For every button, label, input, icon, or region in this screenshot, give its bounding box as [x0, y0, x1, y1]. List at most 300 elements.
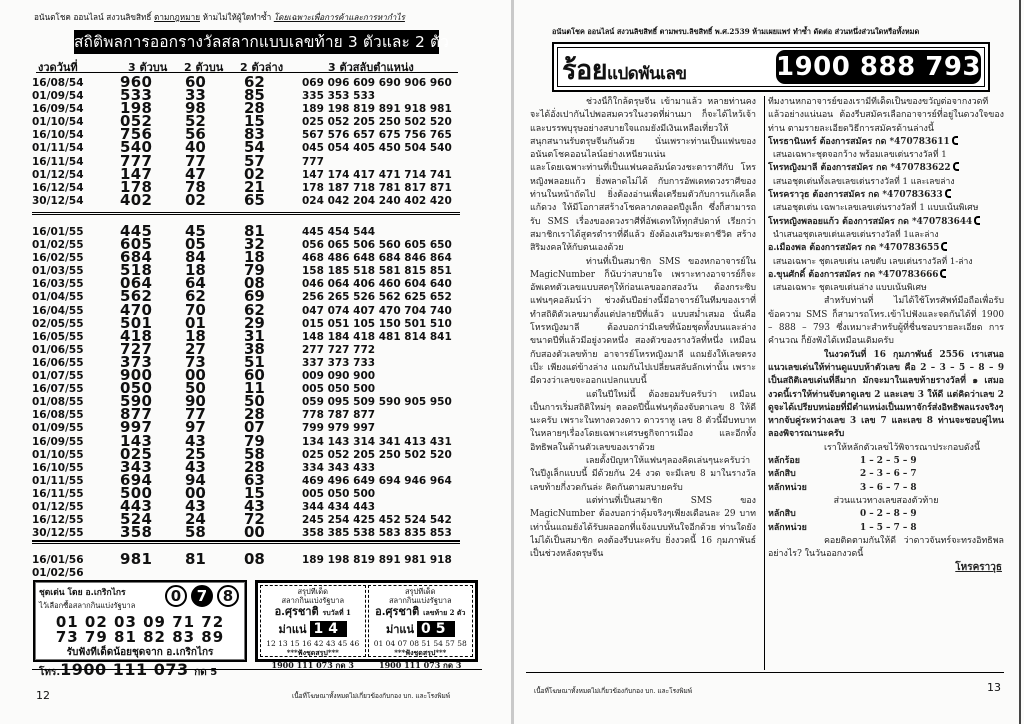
top3-value: 443 [120, 496, 153, 515]
bottom2-value: 69 [244, 287, 265, 306]
phone-icon [941, 242, 947, 251]
top2-value: 97 [185, 418, 206, 437]
bottom2-value: 15 [244, 483, 265, 502]
sms-description: เสนอชุดเด่นทั้งเลขเลขเด่นรางวัลที่ 1 และเลขล่าง [773, 176, 955, 187]
top3-value: 445 [120, 222, 153, 240]
top2-value: 43 [185, 496, 206, 515]
draw-date: 01/04/55 [32, 291, 84, 304]
phone-icon [952, 136, 958, 145]
phone-icon [940, 269, 946, 278]
teacher-name: อ.ศุรชาติ [375, 605, 420, 618]
draw-date: 01/08/55 [32, 396, 84, 409]
top3-value: 877 [120, 405, 153, 424]
top2-value: 78 [185, 177, 206, 196]
permutations: 337 373 733 [302, 356, 376, 369]
permutations: 334 343 433 [302, 461, 376, 474]
article-column-left [530, 96, 756, 668]
top3-value: 777 [120, 151, 153, 170]
permutations: 134 143 314 341 413 431 [302, 435, 452, 448]
digit-label: หลักสิบ [768, 509, 796, 520]
col-top2: 2 ตัวบน [184, 61, 224, 74]
bottom2-value: 08 [244, 274, 265, 293]
top3-value: 562 [120, 287, 153, 306]
ball: 0 [165, 585, 187, 607]
permutations: 015 051 105 150 501 510 [302, 317, 452, 330]
article-column-right [768, 96, 1004, 668]
digit-row [768, 508, 1004, 521]
bottom2-value: 85 [244, 86, 265, 105]
draw-date: 30/12/55 [32, 527, 84, 540]
banner-word-3: เลข [660, 64, 687, 84]
permutations: 024 042 204 240 402 420 [302, 194, 452, 207]
sms-code: อ.ขุนศักดิ์ ต้องการสมัคร กด *470783666 [768, 269, 939, 280]
top3-value: 900 [120, 366, 153, 385]
bottom2-value: 31 [244, 326, 265, 345]
permutations: 047 074 407 470 704 740 [302, 304, 452, 317]
permutations: 567 576 657 675 756 765 [302, 129, 452, 142]
top3-value: 064 [120, 274, 153, 293]
permutations: 277 727 772 [302, 343, 376, 356]
box-summary: ***ฟังชุดสรุป*** [394, 648, 447, 657]
top2-value: 25 [185, 444, 206, 463]
digit-label: หลักหน่วย [768, 482, 807, 493]
top3-value: 605 [120, 235, 153, 254]
top2-value: 58 [185, 523, 206, 542]
top2-value: 98 [185, 99, 206, 118]
phone-icon [974, 216, 980, 225]
draw-date: 16/11/54 [32, 155, 84, 168]
top2-value: 00 [185, 483, 206, 502]
draw-date: 16/01/56 [32, 554, 84, 566]
draw-date: 16/01/55 [32, 226, 84, 238]
ball: 7 [191, 585, 213, 607]
draw-date: 01/03/55 [32, 265, 84, 278]
permutations: 158 185 518 581 815 851 [302, 265, 452, 278]
banner-word-1: ร้อย [562, 55, 608, 86]
top2-value: 43 [185, 431, 206, 450]
draw-date: 01/12/54 [32, 168, 84, 181]
bottom2-value: 29 [244, 313, 265, 332]
permutations: 147 174 417 471 714 741 [302, 168, 452, 181]
top2-value: 45 [185, 222, 206, 240]
results-table-2555 [32, 222, 472, 542]
ad-krit-subtitle: รับฟังทีเด็ดน้อยชุดจาก อ.เกริกไกร [66, 647, 214, 658]
subscription-list [768, 136, 1004, 296]
bottom2-value: 62 [244, 300, 265, 319]
bottom2-value: 58 [244, 444, 265, 463]
top2-value: 52 [185, 112, 206, 131]
bottom2-value: 38 [244, 339, 265, 358]
draw-date: 01/07/55 [32, 370, 84, 383]
divider [32, 212, 460, 215]
sms-subscribe-line [768, 242, 1004, 255]
permutations: 148 184 418 481 814 841 [302, 330, 452, 343]
top2-value: 40 [185, 138, 206, 157]
draw-date: 01/09/55 [32, 422, 84, 435]
top2-value: 47 [185, 164, 206, 183]
paragraph: และโดยเฉพาะท่านที่เป็นแฟนคอลัมน์ดวงชะตาราศีกับ โหรหญิงพลอยแก้ว ยิ่งพลาดไม่ได้ กับการอัพเดทดวงราศีของท่านในหน้าถัดไป ยิ่งต้องอ่านเพื่อเตรียมตัวกับการแก้เคล็ดแก้ดวง ให้มีโอกาสสร้างโชคลาภตลอดปีงูเล็ก ซึ่งก็สามารถรับ SMS เรื่องของดวงราศีที่อัพเดทให้ทุกสัปดาห์ เรียกว่าสมาชิกเราได้สูตรตำราที่ดีแล้ว ยังต้องเสริมชะตาชีวิต สร้างสิริมงคลให้กับตนเองด้วย [530, 163, 756, 254]
top3-value: 540 [120, 138, 153, 157]
sms-description: นำเสนอชุดเลขเด่นเลขเด่นรางวัลที่ 1และล่าง [773, 229, 939, 240]
permutations: 178 187 718 781 817 871 [302, 181, 452, 194]
ad-krit-numbers-2: 73 79 81 82 83 89 [55, 628, 225, 646]
sms-subscribe-line [768, 162, 1004, 175]
sms-subscribe-line [768, 216, 1004, 229]
top2-value: 94 [185, 470, 206, 489]
paragraph: เราให้หลักตัวเลขไว้พิจารณาประกอบดังนี้ [824, 442, 981, 453]
digit-guide-3 [768, 455, 1004, 495]
box-tag: เลขท้าย 2 ตัว [423, 608, 466, 617]
permutations: 025 052 205 250 502 520 [302, 116, 452, 129]
box-list: 01 04 07 08 51 54 57 58 [373, 639, 467, 648]
top2-value: 81 [185, 550, 206, 568]
top2-value: 84 [185, 248, 206, 267]
bottom2-value: 57 [244, 151, 265, 170]
sms-code: โหรหญิงพลอยแก้ว ต้องการสมัคร กด *470783644 [768, 216, 973, 227]
digit-values: 1 – 5 – 7 – 8 [860, 522, 917, 533]
top3-value: 694 [120, 470, 153, 489]
box-pick [369, 620, 473, 638]
table-row [32, 190, 472, 209]
box-tag: รบวัลที่ 1 [322, 608, 351, 617]
bottom2-value: 02 [244, 164, 265, 183]
permutations: 009 090 900 [302, 370, 376, 383]
ball: 8 [217, 585, 239, 607]
table-header [36, 57, 458, 73]
notice-text-2: ห้ามไม่ให้ผู้ใดทำซ้ำ [200, 12, 274, 22]
left-page [0, 0, 511, 724]
draw-date: 16/09/54 [32, 103, 84, 116]
ad-surachat [255, 580, 478, 670]
pick-label: ม่าแน่ [278, 623, 307, 636]
divider [32, 540, 460, 544]
phone-icon [953, 162, 959, 171]
ad-krit [33, 580, 247, 679]
paragraph: ทีมงานหกอาจารย์ของเรามีทีเด็ดเป็นของขวัญต่อจากงวดที่แล้วอย่างแน่นอน ต้องรีบสมัครเลือกอาจารย์ที่อยู่ในดวงใจของท่าน ตามรายละเอียดวิธีการสมัครด้านล่างนี้ [768, 97, 1004, 134]
sms-description: เสนอเฉพาะชุดจอกว้าง พร้อมเลขเด่นรางวัลที่ 1 [773, 150, 947, 161]
results-table-2556 [32, 550, 472, 580]
top2-value: 27 [185, 339, 206, 358]
top2-value: 05 [185, 235, 206, 254]
bottom2-value: 72 [244, 510, 265, 529]
bottom2-value: 79 [244, 261, 265, 280]
footer-disclaimer: เนื้อที่โฆษณาทั้งหมดไม่เกี่ยวข้องกับกอง บก. และโรงพิมพ์ [292, 692, 451, 700]
ad-surachat-box-1 [260, 585, 366, 670]
draw-date: 16/08/55 [32, 409, 84, 422]
top3-value: 052 [120, 112, 153, 131]
top3-value: 756 [120, 125, 153, 144]
top3-value: 524 [120, 510, 153, 529]
digit-row [768, 455, 1004, 468]
sms-code: โหรคราวุธ ต้องการสมัคร กด *470783633 [768, 190, 943, 201]
ad-krit-line1: ชุดเด่น โดย อ.เกริกไกร [39, 588, 126, 598]
sms-description: เสนอเฉพาะ ชุดเลขเด่น เลขดับ เลขเด่นรางวัลที่ 1-ล่าง [773, 256, 973, 267]
teacher-name: อ.ศุรชาติ [274, 605, 319, 618]
bottom2-value: 60 [244, 366, 265, 385]
digit-values: 2 – 3 – 6 – 7 [860, 469, 917, 480]
permutations: 778 787 877 [302, 409, 376, 422]
top2-value: 43 [185, 457, 206, 476]
table-row [32, 523, 472, 542]
draw-date: 01/11/55 [32, 474, 84, 487]
permutations: 005 050 500 [302, 383, 376, 396]
digit-row [768, 468, 1004, 481]
top3-value: 960 [120, 73, 153, 91]
bottom2-value: 50 [244, 392, 265, 411]
bottom2-value: 08 [244, 550, 265, 568]
permutations: 069 096 609 690 906 960 [302, 77, 452, 89]
top3-value: 373 [120, 352, 153, 371]
page-edge [1019, 0, 1021, 724]
sms-subscribe-line [768, 269, 1004, 282]
draw-date: 16/07/55 [32, 383, 84, 396]
paragraph: เลยตั้งปัญหาให้แฟนๆลองคิดเล่นๆนะครับว่า ในปีงูเล็กแบบนี้ มีด้วยกัน 24 งวด จะมีเลข 8 มาในรางวัลเลขท้ายกี่งวดกันล่ะ คิดกันตามสบายครับ [530, 456, 756, 493]
top3-value: 533 [120, 86, 153, 105]
permutations: 344 434 443 [302, 500, 376, 513]
top3-value: 500 [120, 483, 153, 502]
bottom2-value: 63 [244, 470, 265, 489]
bottom2-value: 83 [244, 125, 265, 144]
top3-value: 470 [120, 300, 153, 319]
draw-date: 01/06/55 [32, 343, 84, 356]
column-banner [552, 42, 990, 92]
bottom2-value: 11 [244, 379, 265, 398]
footer-rule [526, 672, 1004, 673]
digit-values: 1 – 2 – 5 – 9 [860, 456, 917, 467]
box-name [261, 605, 365, 619]
top3-value: 198 [120, 99, 153, 118]
draw-date: 02/05/55 [32, 317, 84, 330]
top2-value: 33 [185, 86, 206, 105]
draw-date: 16/06/55 [32, 356, 84, 369]
paragraph: ในงวดวันที่ 16 กุมภาพันธ์ 2556 เราเสนอแนวเลขเด่นให้ท่านดูแบบห้าตัวเลข คือ 2 – 3 – 5 – 8 – 9 เป็นสถิติเลขเด่นที่ลีมาก มักจะมาในเลขท้ายรางวัลที่ ๑ เสมอ งวดนี้เราให้ท่านจับตาดูเลข 2 และเลข 3 ให้ดี แต่คิดว่าเลข 2 ดูจะได้เปรียบหน่อยที่มีตำแหน่งเป็นมหาจักร์ส่งอิทธิพลแรงจริงๆ หากจับคู่ระหว่างเลข 3 เลข 7 และเลข 8 ท่านจะชอบคู่ไหน ลองพิจารณานะครับ [768, 349, 1004, 440]
table-row [32, 550, 472, 568]
lucky-balls [165, 585, 239, 607]
permutations: 045 054 405 450 504 540 [302, 142, 452, 155]
draw-date: 01/10/55 [32, 448, 84, 461]
bottom2-value: 81 [244, 222, 265, 240]
draw-date: 16/05/55 [32, 330, 84, 343]
draw-date: 30/12/54 [32, 194, 84, 207]
top3-value: 402 [120, 190, 153, 209]
top2-value: 90 [185, 392, 206, 411]
tel-number: 1900 111 073 [60, 660, 189, 679]
sms-code: โหรหญิงมาลี ต้องการสมัคร กด *470783622 [768, 163, 951, 174]
notice-law: ตามกฎหมาย [154, 12, 200, 22]
permutations: 777 [302, 155, 324, 168]
bottom2-value: 18 [244, 248, 265, 267]
copyright-notice: อนันตโชค ออนไลน์ สงวนลิขสิทธิ์ ตามพรบ.ลิขสิทธิ์ พ.ศ.2539 ห้ามเผยแพร่ ทำซ้ำ ดัดต่อ ส่วนหนึ่งส่วนใดหรือทั้งหมด [552, 27, 920, 36]
top3-value: 418 [120, 326, 153, 345]
permutations: 445 454 544 [302, 226, 376, 238]
col-date: งวดวันที่ [38, 61, 78, 74]
top2-value: 00 [185, 366, 206, 385]
top3-value: 343 [120, 457, 153, 476]
digit-values: 0 – 2 – 8 – 9 [860, 509, 917, 520]
paragraph: แต่ในปีใหม่นี้ ต้องยอมรับครับว่า เหมือนเป็นการเริ่มสถิติใหม่ๆ ตลอดปีนี้แฟนๆต้องจับตาเลข 8 ให้ดีนะครับ เพราะในทางดวงดาว ดาวราหู เลข 8 ตัวนี้มีบทบาทในหลายๆเรื่องโดยเฉพาะเศรษฐกิจการเมือง และอีกทั้งอิทธิพลในด้านตัวเลขของเราด้วย [530, 389, 756, 453]
top3-value: 178 [120, 177, 153, 196]
bottom2-value: 79 [244, 431, 265, 450]
top3-value: 143 [120, 431, 153, 450]
box-summary: ***ฟังชุดสรุป*** [286, 648, 339, 657]
box-head-2: สลากกินแบ่งรัฐบาล [281, 596, 345, 605]
paragraph: คอยติดตามกันให้ดี ว่าดาวจันทร์จะทรงอิทธิพลอย่างไร? ในวันออกงวดนี้ [768, 535, 1004, 560]
permutations: 059 095 509 590 905 950 [302, 396, 452, 409]
box-name [369, 605, 473, 619]
paragraph: สำหรับท่านที่ ไม่ได้ใช้โทรศัพท์มือถือเพื่อรับข้อความ SMS ก็สามารถโทร.เข้าไปฟังและจดกันได้ที่ 1900 – 888 – 793 ซึ่งเหมาะสำหรับผู้ที่ชื่นชอบรายละเอียด การคำนวณ ก็ยังฟังได้เหมือนเดิมครับ [768, 296, 1004, 347]
digit-guide-2-title: ส่วนแนวทางเลขสองตัวท้าย [833, 495, 939, 506]
bottom2-value: 51 [244, 352, 265, 371]
draw-date: 01/02/55 [32, 239, 84, 252]
draw-date: 16/12/54 [32, 181, 84, 194]
pick-label: ม่าแน่ [385, 623, 415, 636]
sms-description: เสนอเฉพาะ ชุดเลขเด่นล่าง แบบเน้นพิเศษ [773, 283, 927, 294]
digit-values: 3 – 6 – 7 – 8 [860, 482, 917, 493]
pick-value: 14 [310, 621, 347, 637]
copyright-notice [34, 11, 494, 24]
bottom2-value: 28 [244, 99, 265, 118]
permutations: 025 052 205 250 502 520 [302, 448, 452, 461]
sms-code: อ.เมืองพล ต้องการสมัคร กด *470783655 [768, 243, 940, 254]
bottom2-value: 32 [244, 235, 265, 254]
top3-value: 025 [120, 444, 153, 463]
ad-surachat-box-2 [368, 585, 474, 670]
bottom2-value: 28 [244, 405, 265, 424]
bottom2-value: 62 [244, 73, 265, 91]
col-permutations: 3 ตัวสลับตำแหน่ง [328, 61, 414, 74]
top2-value: 56 [185, 125, 206, 144]
top3-value: 518 [120, 261, 153, 280]
permutations: 256 265 526 562 625 652 [302, 291, 452, 304]
draw-date: 16/02/55 [32, 252, 84, 265]
draw-date: 16/10/54 [32, 129, 84, 142]
bottom2-value: 07 [244, 418, 265, 437]
bottom2-value: 28 [244, 457, 265, 476]
digit-row [768, 522, 1004, 535]
top2-value: 70 [185, 300, 206, 319]
tel-prefix: โทร. [39, 667, 61, 678]
phone-icon [945, 189, 951, 198]
digit-guide-2 [768, 508, 1004, 535]
permutations: 799 979 997 [302, 422, 376, 435]
col-top3: 3 ตัวบน [128, 61, 168, 74]
digit-label: หลักสิบ [768, 469, 796, 480]
results-table-2554 [32, 73, 472, 209]
digit-label: หลักหน่วย [768, 522, 807, 533]
draw-date: 01/11/54 [32, 142, 84, 155]
table-row [32, 566, 472, 579]
permutations: 358 385 538 583 835 853 [302, 527, 452, 540]
box-list: 12 13 15 16 42 43 45 46 [266, 639, 360, 648]
permutations: 005 050 500 [302, 487, 376, 500]
bottom2-value: 21 [244, 177, 265, 196]
bottom2-value: 65 [244, 190, 265, 209]
top3-value: 981 [120, 550, 153, 568]
footer-rule [32, 669, 482, 670]
bottom2-value: 00 [244, 523, 265, 542]
draw-date: 01/12/55 [32, 500, 84, 513]
footer-disclaimer: เนื้อที่โฆษณาทั้งหมดไม่เกี่ยวข้องกับกอง บก. และโรงพิมพ์ [534, 687, 693, 695]
permutations: 335 353 533 [302, 90, 376, 103]
stats-title: สถิติพลการออกรางวัลสลากแบบเลขท้าย 3 ตัวและ 2 ตัว [74, 30, 439, 54]
paragraph: แต่ท่านที่เป็นสมาชิก SMS ของ MagicNumber ต้องบอกว่าคุ้มจริงๆเพียงเดือนละ 29 บาทเท่านั้นแถมยังได้รับผลออกที่แจ้งแบบทันใจอีกด้วย ท่านใดยังไม่ได้เป็นสมาชิก คงต้องรีบนะครับ ยิ่งงวดนี้ 16 กุมภาพันธ์เป็นช่วงหลังตรุษจีน [530, 495, 756, 560]
pick-value: 05 [417, 621, 454, 637]
permutations: 245 254 425 452 524 542 [302, 514, 452, 527]
top2-value: 77 [185, 151, 206, 170]
box-tel: 1900 111 073 กด 3 [271, 660, 354, 670]
top2-value: 50 [185, 379, 206, 398]
col-bottom2: 2 ตัวล่าง [240, 61, 284, 74]
top3-value: 684 [120, 248, 153, 267]
top2-value: 62 [185, 287, 206, 306]
top2-value: 18 [185, 261, 206, 280]
draw-date: 16/10/55 [32, 461, 84, 474]
permutations: 189 198 819 891 981 918 [302, 554, 452, 566]
top2-value: 64 [185, 274, 206, 293]
ad-krit-phone [39, 660, 241, 680]
banner-title [562, 48, 687, 91]
banner-phone: 1900 888 793 [776, 52, 982, 82]
box-tel: 1900 111 073 กด 3 [379, 660, 462, 670]
digit-label: หลักร้อย [768, 456, 800, 467]
draw-date: 16/11/55 [32, 487, 84, 500]
draw-date: 16/09/55 [32, 435, 84, 448]
permutations: 189 198 819 891 918 981 [302, 103, 452, 116]
top3-value: 358 [120, 523, 153, 542]
top2-value: 60 [185, 73, 206, 91]
box-head: สรุปทีเด็ด [404, 587, 436, 596]
top3-value: 727 [120, 339, 153, 358]
author-signature: โหรคราวุธ [955, 562, 1002, 574]
sms-code: โหรธานินทร์ ต้องการสมัคร กด *470783611 [768, 136, 950, 147]
column-divider [764, 96, 765, 670]
box-head-2: สลากกินแบ่งรัฐบาล [388, 596, 452, 605]
sms-description: เสนอชุดเด่น เฉพาะเลขเลขเด่นรางวัลที่ 1 แบบเน้นพิเศษ [773, 203, 979, 214]
top2-value: 01 [185, 313, 206, 332]
draw-date: 16/12/55 [32, 514, 84, 527]
draw-date: 16/03/55 [32, 278, 84, 291]
permutations: 056 065 506 560 605 650 [302, 239, 452, 252]
notice-text: อนันตโชค ออนไลน์ สงวนลิขสิทธิ์ [34, 12, 155, 22]
ad-krit-numbers-1: 01 02 03 09 71 72 [55, 613, 225, 631]
banner-word-2: แปดพัน [607, 64, 661, 84]
box-head: สรุปทีเด็ด [297, 587, 329, 596]
top2-value: 77 [185, 405, 206, 424]
top3-value: 590 [120, 392, 153, 411]
sms-subscribe-line [768, 189, 1004, 202]
box-pick [261, 620, 365, 638]
top2-value: 73 [185, 352, 206, 371]
draw-date: 01/10/54 [32, 116, 84, 129]
top3-value: 501 [120, 313, 153, 332]
right-page [514, 0, 1024, 724]
bottom2-value: 43 [244, 496, 265, 515]
notice-commercial: โดยเฉพาะเพื่อการค้าและการหากำไร [273, 12, 405, 22]
permutations: 469 496 649 694 946 964 [302, 474, 452, 487]
paragraph: ช่วงนี้ก็ใกล้ตรุษจีน เข้ามาแล้ว หลายท่านคงจะได้อั่งเปากันไปพอสมควรในงวดที่ผ่านมา ก็จะได้ไหว้เจ้าและบรรพบุรุษอย่างสบายใจแถมยังมีเงินเหลือเที่ยวให้สนุกสนานรับตรุษจีนกันด้วย นั่นเพราะท่านเป็นแฟนของอนันตโชคออนไลน์อย่างเหนียวแน่น [530, 97, 756, 161]
top2-value: 02 [185, 190, 206, 209]
digit-row [768, 482, 1004, 495]
sms-subscribe-line [768, 136, 1004, 149]
top2-value: 24 [185, 510, 206, 529]
permutations: 046 064 406 460 604 640 [302, 278, 452, 291]
permutations: 468 486 648 684 846 864 [302, 252, 452, 265]
draw-date: 01/09/54 [32, 90, 84, 103]
tel-suffix: กด 5 [194, 667, 218, 678]
draw-date: 16/04/55 [32, 304, 84, 317]
draw-date: 01/02/56 [32, 567, 84, 580]
page-number: 13 [987, 681, 1001, 694]
